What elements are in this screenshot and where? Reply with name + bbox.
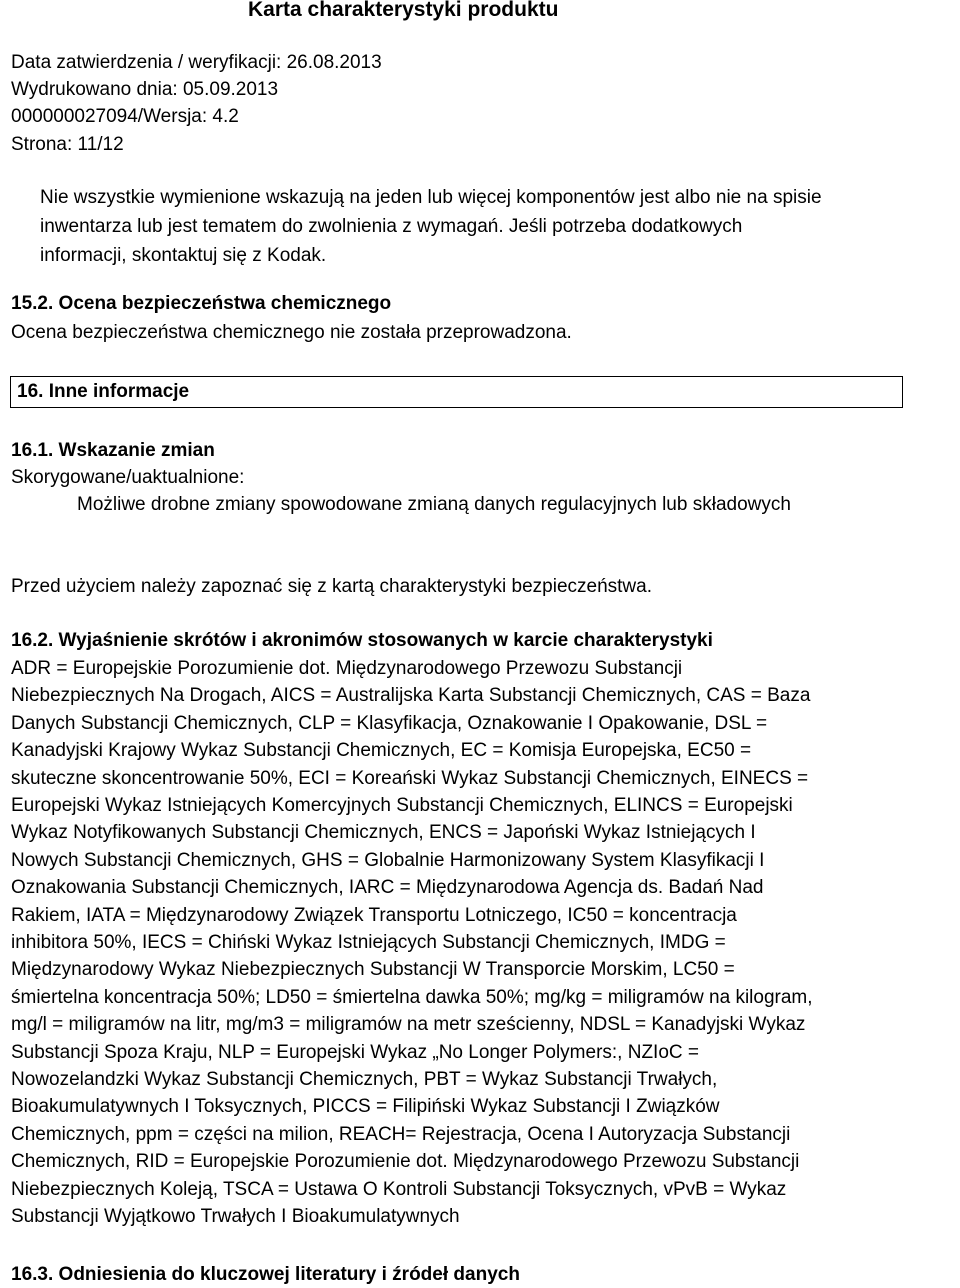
approval-date: Data zatwierdzenia / weryfikacji: 26.08.2013 <box>11 52 382 73</box>
abbreviation-line: inhibitora 50%, IECS = Chiński Wykaz Istniejących Substancji Chemicznych, IMDG = <box>11 932 726 953</box>
section-16-1-heading: 16.1. Wskazanie zmian <box>11 440 215 461</box>
section-15-2-heading: 15.2. Ocena bezpieczeństwa chemicznego <box>11 293 392 314</box>
inventory-note <box>40 183 822 270</box>
document-version: 000000027094/Wersja: 4.2 <box>11 106 239 127</box>
abbreviation-line: Nowozelandzki Wykaz Substancji Chemicznych, PBT = Wykaz Substancji Trwałych, <box>11 1069 718 1090</box>
abbreviation-line: Danych Substancji Chemicznych, CLP = Klasyfikacja, Oznakowanie I Opakowanie, DSL = <box>11 712 768 734</box>
abbreviation-line: Nowych Substancji Chemicznych, GHS = Globalnie Harmonizowany System Klasyfikacji I <box>11 849 765 871</box>
revision-label: Skorygowane/uaktualnione: <box>11 467 245 488</box>
print-date: Wydrukowano dnia: 05.09.2013 <box>11 79 279 100</box>
revision-text: Możliwe drobne zmiany spowodowane zmianą danych regulacyjnych lub składowych <box>77 494 791 515</box>
abbreviation-line: mg/l = miligramów na litr, mg/m3 = miligramów na metr sześcienny, NDSL = Kanadyjski Wykaz <box>11 1014 806 1036</box>
inventory-note-line: Nie wszystkie wymienione wskazują na jeden lub więcej komponentów jest albo nie na spisie <box>40 187 822 208</box>
abbreviation-line: Oznakowania Substancji Chemicznych, IARC = Międzynarodowa Agencja ds. Badań Nad <box>11 877 764 899</box>
section-16-3-heading: 16.3. Odniesienia do kluczowej literatury i źródeł danych <box>11 1264 520 1285</box>
usage-note: Przed użyciem należy zapoznać się z kartą charakterystyki bezpieczeństwa. <box>11 576 652 597</box>
section-16-heading: 16. Inne informacje <box>17 381 190 402</box>
abbreviation-line: Kanadyjski Krajowy Wykaz Substancji Chemicznych, EC = Komisja Europejska, EC50 = <box>11 740 752 762</box>
abbreviation-line: Bioakumulatywnych I Toksycznych, PICCS = Filipiński Wykaz Substancji I Związków <box>11 1096 720 1118</box>
section-16-header <box>10 376 903 408</box>
inventory-note-line: informacji, skontaktuj się z Kodak. <box>40 245 327 266</box>
abbreviation-line: Międzynarodowy Wykaz Niebezpiecznych Substancji W Transporcie Morskim, LC50 = <box>11 959 735 981</box>
abbreviation-line: Substancji Spoza Kraju, NLP = Europejski Wykaz „No Longer Polymers:, NZIoC = <box>11 1041 699 1063</box>
abbreviation-line: Substancji Wyjątkowo Trwałych I Bioakumulatywnych <box>11 1206 460 1227</box>
section-16-2-heading: 16.2. Wyjaśnienie skrótów i akronimów stosowanych w karcie charakterystyki <box>11 630 713 651</box>
abbreviation-line: Chemicznych, RID = Europejskie Porozumienie dot. Międzynarodowego Przewozu Substancji <box>11 1151 800 1173</box>
page-number: Strona: 11/12 <box>11 134 124 155</box>
abbreviation-line: Rakiem, IATA = Międzynarodowy Związek Transportu Lotniczego, IC50 = koncentracja <box>11 904 737 926</box>
abbreviation-line: Niebezpiecznych Na Drogach, AICS = Australijska Karta Substancji Chemicznych, CAS = Baza <box>11 685 811 707</box>
abbreviation-line: skuteczne skoncentrowanie 50%, ECI = Koreański Wykaz Substancji Chemicznych, EINECS = <box>11 767 809 789</box>
abbreviation-line: Wykaz Notyfikowanych Substancji Chemicznych, ENCS = Japoński Wykaz Istniejących I <box>11 822 756 844</box>
abbreviation-line: Chemicznych, ppm = części na milion, REACH= Rejestracja, Ocena I Autoryzacja Substancji <box>11 1123 791 1145</box>
inventory-note-line: inwentarza lub jest tematem do zwolnienia z wymagań. Jeśli potrzeba dodatkowych <box>40 216 743 237</box>
abbreviation-line: Europejski Wykaz Istniejących Komercyjnych Substancji Chemicznych, ELINCS = Europejski <box>11 795 793 816</box>
abbreviation-line: ADR = Europejskie Porozumienie dot. Międzynarodowego Przewozu Substancji <box>11 658 683 679</box>
abbreviation-line: Niebezpiecznych Koleją, TSCA = Ustawa O Kontroli Substancji Toksycznych, vPvB = Wykaz <box>11 1178 787 1200</box>
document-title: Karta charakterystyki produktu <box>248 0 559 21</box>
section-15-2-text: Ocena bezpieczeństwa chemicznego nie została przeprowadzona. <box>11 322 572 343</box>
abbreviation-line: śmiertelna koncentracja 50%; LD50 = śmiertelna dawka 50%; mg/kg = miligramów na kilogram, <box>11 986 813 1008</box>
